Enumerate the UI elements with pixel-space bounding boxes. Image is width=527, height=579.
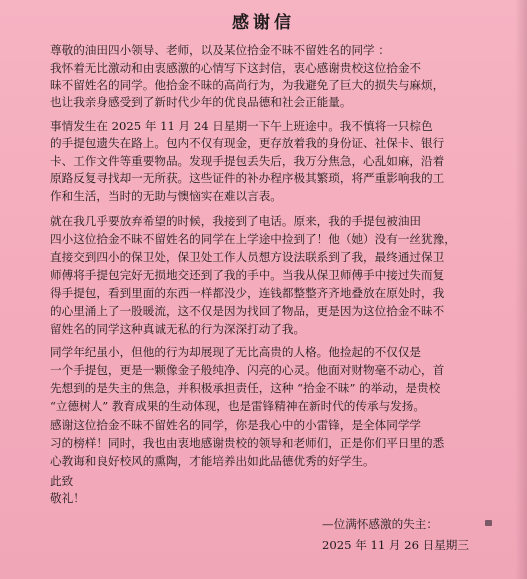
body-line: 原路反复寻找却一无所获。这些证件的补办程序极其繁琐，将严重影响我的工 (50, 171, 445, 185)
body-line: 感谢这位拾金不昧不留姓名的同学，你是我心中的小雷锋，是全体同学学 (50, 418, 422, 432)
body-line: 留姓名的同学这种真诚无私的行为深深打动了我。 (50, 322, 306, 336)
ink-blot (485, 520, 492, 526)
body-line: 的心里涌上了一股暖流，这不仅是因为找回了物品，更是因为这位拾金不昧不 (50, 304, 445, 318)
body-line: 作和生活，当时的无助与懊恼实在难以言表。 (50, 189, 282, 203)
letter-title: 感谢信 (232, 13, 295, 33)
closing-line: 敬礼！ (50, 491, 85, 505)
body-line: 事情发生在 2025 年 11 月 24 日星期一下午上班途中。我不慎将一只棕色 (50, 119, 433, 133)
body-line: 得手提包，看到里面的东西一样都没少，连钱都整整齐齐地叠放在原处时，我 (50, 286, 445, 300)
body-line: 也让我亲身感受到了新时代少年的优良品德和社会正能量。 (50, 95, 352, 109)
body-line: 四小这位拾金不昧不留姓名的同学在上学途中捡到了！他（她）没有一丝犹豫， (50, 232, 456, 246)
body-line: 卡、工作文件等重要物品。发现手提包丢失后，我万分焦急，心乱如麻，沿着 (50, 154, 445, 168)
paper-shadow (515, 0, 527, 579)
body-line: 的手提包遗失在路上。包内不仅有现金，更存放着我的身份证、社保卡、银行 (50, 136, 445, 150)
body-line: “立德树人” 教育成果的生动体现，也是雷锋精神在新时代的传承与发扬。 (50, 399, 425, 413)
body-line: 同学年纪虽小，但他的行为却展现了无比高贵的人格。他捡起的不仅仅是 (50, 345, 422, 359)
body-line: 直接交到四小的保卫处，保卫处工作人员想方设法联系到了我，最终通过保卫 (50, 250, 445, 264)
body-line: 习的榜样！同时，我也由衷地感谢贵校的领导和老师们，正是你们平日里的悉 (50, 436, 445, 450)
body-line: 先想到的是失主的焦急，并积极承担责任，这种 “拾金不昧” 的举动，是贵校 (50, 381, 441, 395)
letter-date: 2025 年 11 月 26 日星期三 (322, 538, 469, 552)
body-line: 一个手提包，更是一颗像金子般纯净、闪亮的心灵。他面对财物毫不动心，首 (50, 363, 445, 377)
body-line: 昧不留姓名的同学。他拾金不昧的高尚行为，为我避免了巨大的损失与麻烦， (50, 78, 445, 92)
salutation-line: 尊敬的油田四小领导、老师，以及某位拾金不昧不留姓名的同学 ： (50, 43, 390, 57)
body-line: 就在我几乎要放弃希望的时候，我接到了电话。原来，我的手提包被油田 (50, 214, 422, 228)
body-line: 心教诲和良好校风的熏陶，才能培养出如此品德优秀的好学生。 (50, 454, 375, 468)
closing-line: 此致 (50, 474, 74, 488)
body-line: 我怀着无比激动和由衷感激的心情写下这封信，衷心感谢贵校这位拾金不 (50, 61, 422, 75)
body-line: 师傅将手提包完好无损地交还到了我的手中。当我从保卫师傅手中接过失而复 (50, 268, 445, 282)
signature: —位满怀感激的失主： (322, 517, 438, 531)
